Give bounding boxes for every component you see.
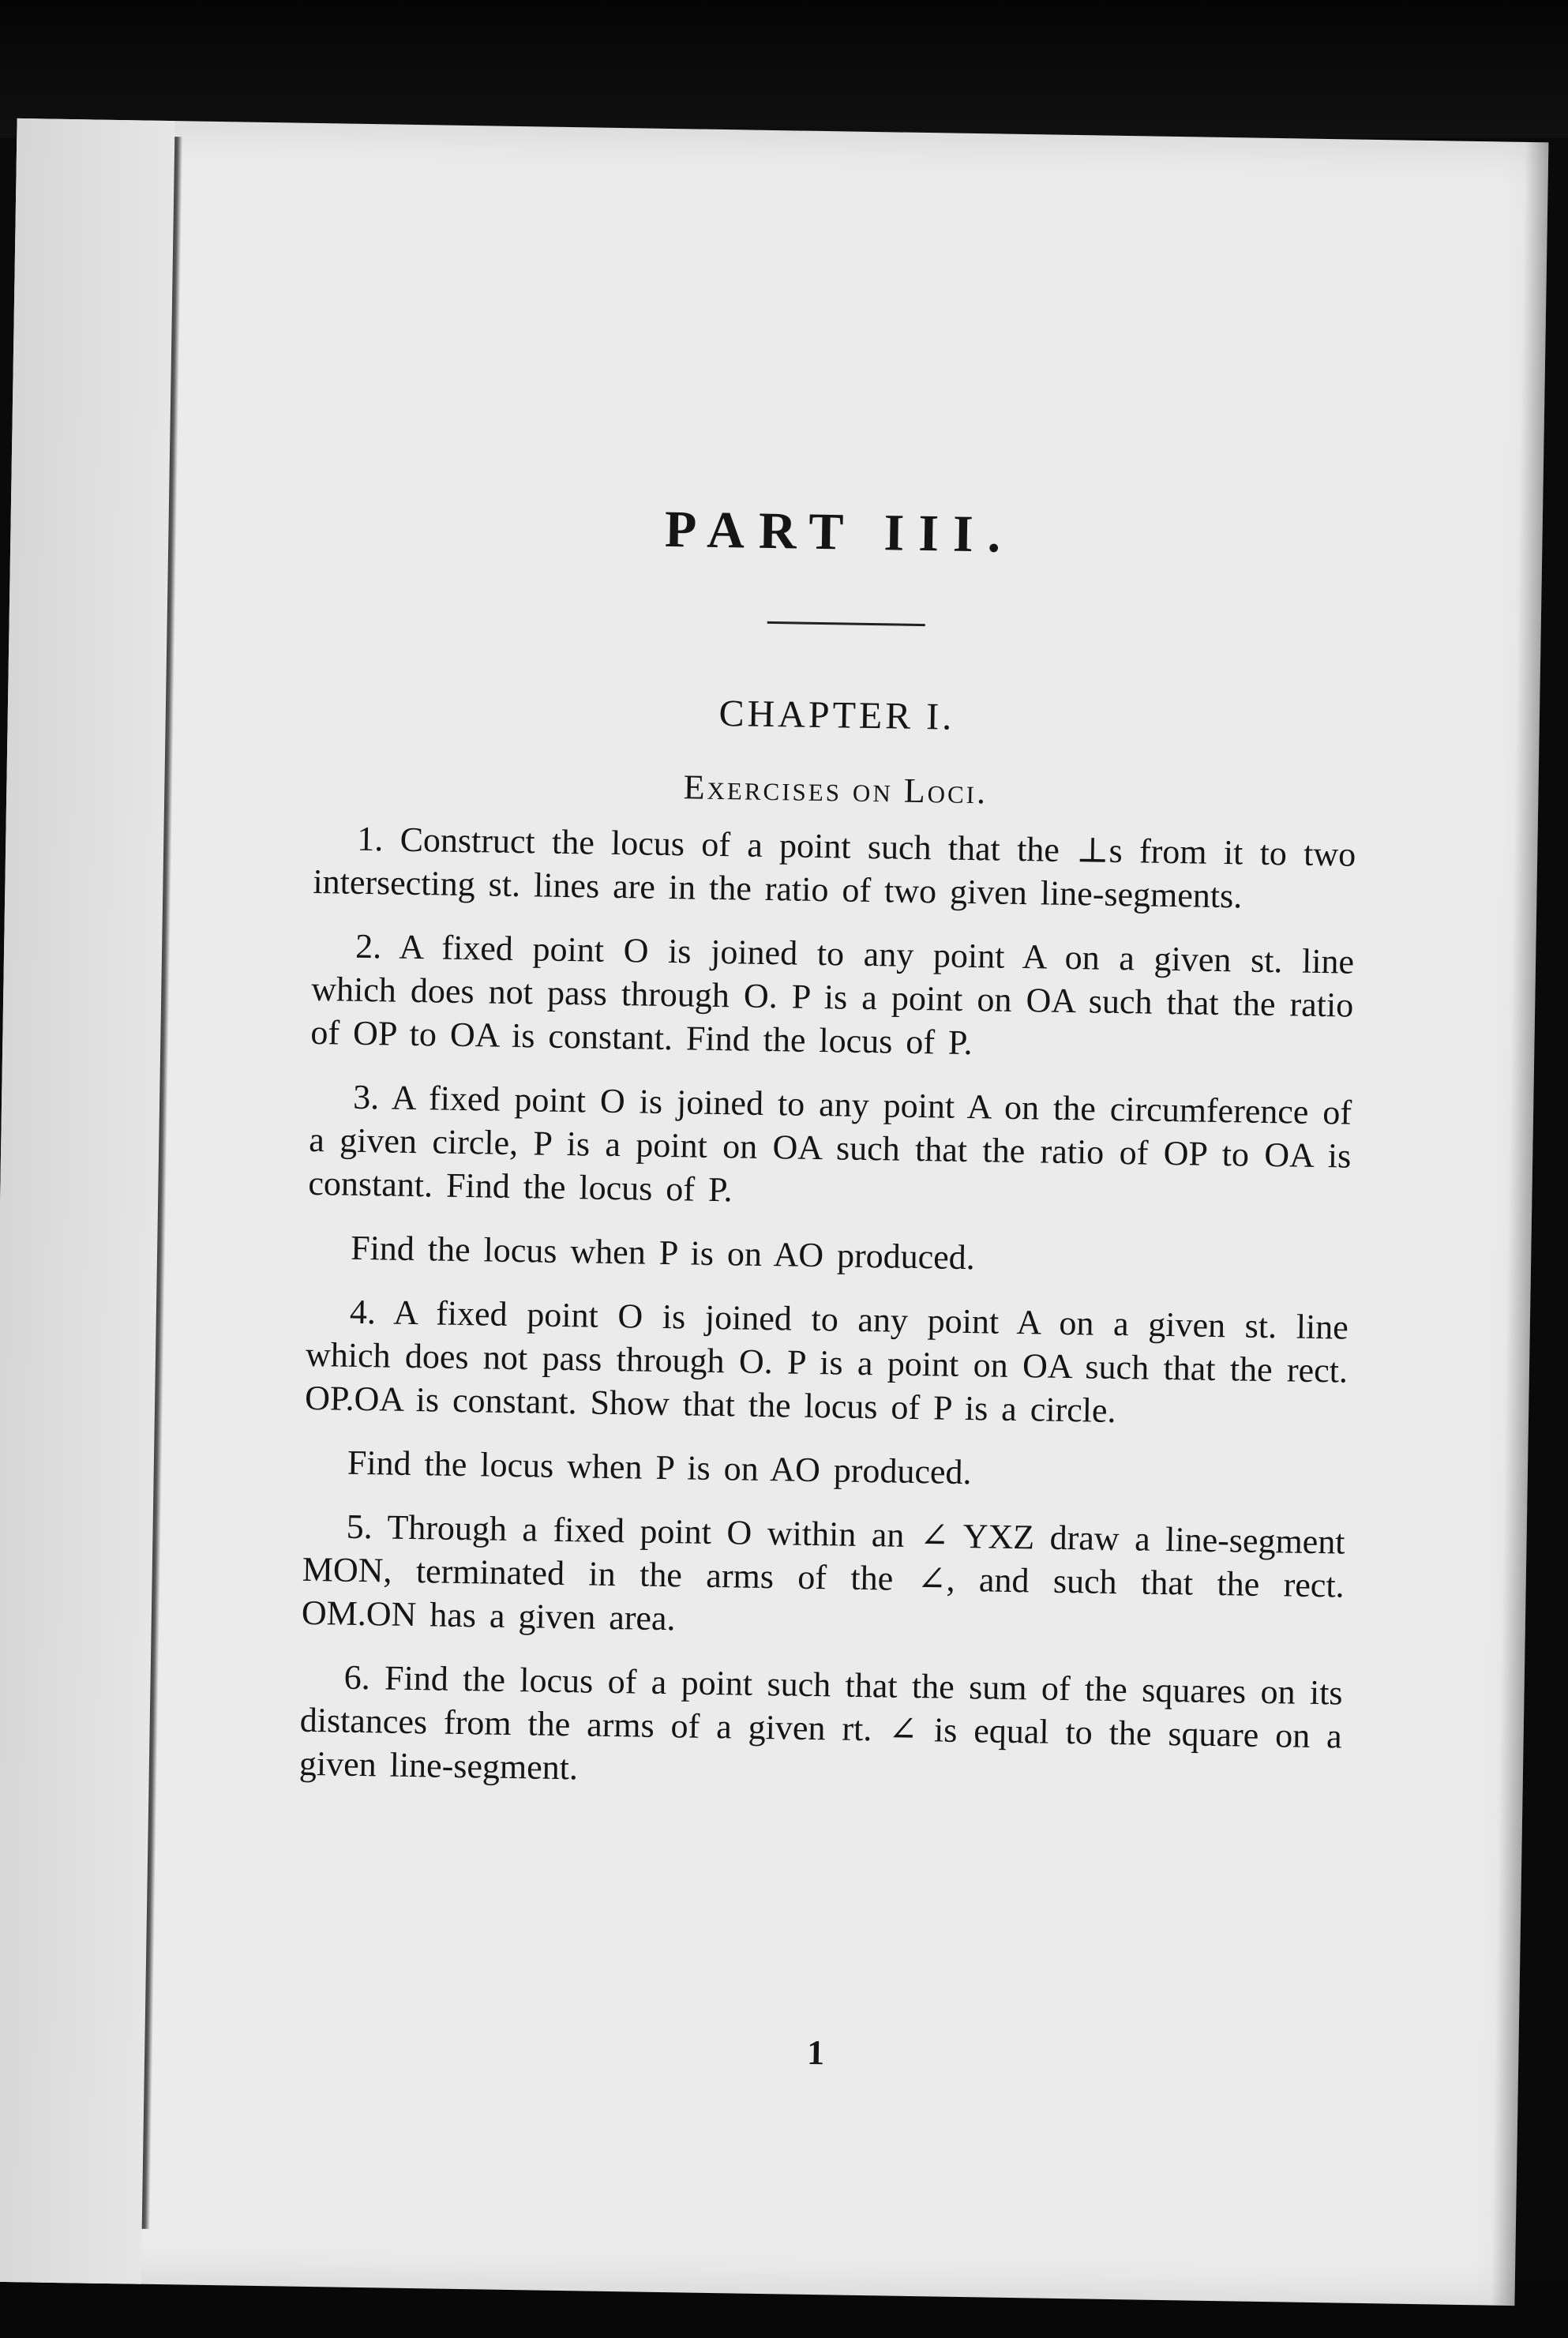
exercise-item: [307, 1225, 1350, 1285]
page-edge-shadow: [1491, 142, 1548, 2306]
exercise-number: 5.: [346, 1507, 373, 1547]
chapter-title: CHAPTER I.: [718, 692, 955, 738]
exercise-item: [302, 1504, 1345, 1651]
exercise-text: A fixed point O is joined to any point A on a given st. line which does not pass through O. P is a point on OA such that the rect. OP.OA is constant. Show that the locus of P is a circle.: [304, 1293, 1349, 1430]
exercise-text: Construct the locus of a point such that the ⊥s from it to two intersecting st. lines are in the ratio of two given line-segments.: [313, 820, 1356, 916]
exercise-item: [299, 1655, 1343, 1802]
exercise-text: A fixed point O is joined to any point A on the circumference of a given circle, P is a point on OA such that the ratio of OP to OA is constant. Find the locus of P.: [308, 1078, 1352, 1210]
section-title: Exercises on Loci.: [683, 767, 988, 812]
exercise-number: 2.: [354, 926, 382, 966]
exercise-number: 4.: [349, 1292, 377, 1332]
exercise-list: [298, 816, 1356, 1822]
exercise-number: 3.: [352, 1077, 380, 1117]
exercise-number: 1.: [356, 819, 384, 859]
exercise-item: [313, 816, 1356, 920]
exercise-text: Through a fixed point O within an ∠ YXZ draw a line-segment MON, terminated in the arms of the ∠, and such that the rect. OM.ON has a given area.: [301, 1507, 1345, 1638]
exercise-item: [310, 924, 1354, 1071]
part-title: PART III.: [664, 500, 1015, 564]
exercise-text: Find the locus of a point such that the sum of the squares on its distances from the arms of a given rt. ∠ is equal to the square on a given line-segment.: [298, 1658, 1343, 1788]
exercise-item: [304, 1440, 1347, 1500]
exercise-item: [305, 1289, 1349, 1436]
exercise-text: A fixed point O is joined to any point A on a given st. line which does not pass through O. P is a point on OA such that the ratio of OP to OA is constant. Find the locus of P.: [310, 927, 1355, 1063]
book-page: [0, 118, 1548, 2306]
scan-border-top: [0, 0, 1568, 138]
title-rule: [767, 621, 925, 626]
exercise-item: [308, 1075, 1352, 1222]
page-number: 1: [806, 2032, 825, 2073]
exercise-text: Find the locus when P is on AO produced.: [347, 1443, 972, 1492]
exercise-number: 6.: [343, 1657, 371, 1698]
exercise-text: Find the locus when P is on AO produced.: [350, 1228, 976, 1278]
